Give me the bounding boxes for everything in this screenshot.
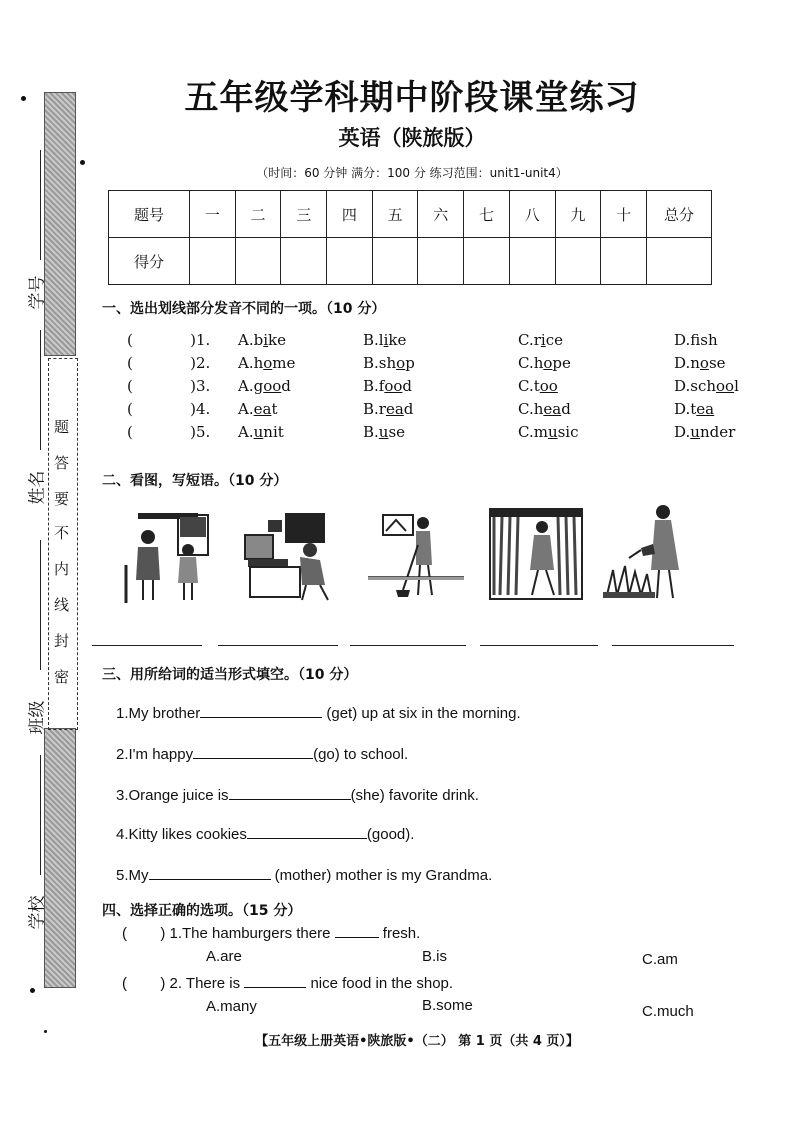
fill-blank[interactable] <box>149 865 271 880</box>
score-cell[interactable] <box>464 238 510 285</box>
underlined-part: oo <box>384 377 403 395</box>
option-c <box>518 354 571 372</box>
word-part: D.f <box>674 331 701 349</box>
column-header: 十 <box>601 191 647 238</box>
score-cell[interactable] <box>190 238 236 285</box>
seal-line-char: 线 <box>54 596 70 614</box>
underlined-part: oo <box>263 377 282 395</box>
word-part: sic <box>557 423 579 441</box>
answer-bracket[interactable]: ( ) <box>127 354 196 372</box>
choice-question <box>122 973 453 992</box>
option-c <box>518 400 571 418</box>
underlined-part: oo <box>539 377 558 395</box>
score-cell[interactable] <box>555 238 601 285</box>
column-header: 六 <box>418 191 464 238</box>
word-part: se <box>388 423 406 441</box>
underlined-part: o <box>263 354 273 372</box>
word-part: B.f <box>363 377 385 395</box>
answer-bracket[interactable]: ( <box>122 925 161 942</box>
answer-line[interactable] <box>480 645 598 646</box>
answer-line[interactable] <box>218 645 338 646</box>
column-header: 三 <box>281 191 327 238</box>
underlined-part: ea <box>543 400 562 418</box>
underlined-part: u <box>253 423 264 441</box>
fill-blank[interactable] <box>200 703 322 718</box>
score-table-header-row <box>109 191 712 238</box>
score-cell[interactable] <box>418 238 464 285</box>
section3-heading: 三、用所给词的适当形式填空。（10 分） <box>102 667 358 683</box>
option-b <box>363 423 405 441</box>
word-part: pe <box>552 354 571 372</box>
fill-blank[interactable] <box>247 824 367 839</box>
option-c <box>518 377 558 395</box>
underlined-part: i <box>540 331 546 349</box>
word-part: C.r <box>518 331 541 349</box>
question-text: 1.My brother <box>116 705 201 722</box>
score-cell[interactable] <box>327 238 373 285</box>
fill-blank[interactable] <box>229 785 351 800</box>
underlined-part: oo <box>716 377 735 395</box>
fill-blank[interactable] <box>193 744 313 759</box>
question-text: 5.My <box>116 867 149 884</box>
school-line <box>40 755 41 875</box>
seal-line-char: 密 <box>54 668 70 686</box>
column-header: 总分 <box>647 191 712 238</box>
column-header: 八 <box>509 191 555 238</box>
word-part: d <box>403 400 414 418</box>
option-c[interactable]: C.much <box>642 1003 694 1020</box>
word-part: C.t <box>518 377 540 395</box>
question-stem: ) 2. There is <box>160 975 241 992</box>
seal-line-char: 不 <box>54 524 70 542</box>
fill-question <box>116 824 414 843</box>
question-text: (she) favorite drink. <box>350 787 479 804</box>
option-c <box>518 331 563 349</box>
choice-blank <box>335 923 379 938</box>
word-part: A. <box>238 400 254 418</box>
underlined-part: i <box>383 331 389 349</box>
answer-line[interactable] <box>92 645 202 646</box>
word-part: sh <box>700 331 718 349</box>
underlined-part: u <box>378 423 389 441</box>
underlined-part: ea <box>696 400 715 418</box>
underlined-part: o <box>543 354 553 372</box>
column-header: 一 <box>190 191 236 238</box>
answer-bracket[interactable]: ( ) <box>127 377 196 395</box>
option-a[interactable]: A.many <box>206 998 257 1015</box>
score-cell[interactable] <box>509 238 555 285</box>
choice-blank <box>244 973 306 988</box>
word-part: B.sh <box>363 354 397 372</box>
word-part: B.r <box>363 400 386 418</box>
row-label: 得分 <box>109 238 190 285</box>
option-b[interactable]: B.some <box>422 997 473 1014</box>
word-part: t <box>271 400 278 418</box>
word-part: ke <box>268 331 286 349</box>
option-d <box>674 377 739 395</box>
word-part: D.n <box>674 354 700 372</box>
word-part: l <box>734 377 739 395</box>
word-part: ce <box>545 331 563 349</box>
option-d <box>674 331 718 349</box>
underlined-part: o <box>699 354 709 372</box>
seal-line-char: 答 <box>54 454 70 472</box>
answer-line[interactable] <box>612 645 734 646</box>
option-a <box>238 423 284 441</box>
score-cell[interactable] <box>647 238 712 285</box>
picture-girl-opening-curtain <box>488 505 588 605</box>
option-a <box>238 354 295 372</box>
option-b[interactable]: B.is <box>422 948 448 965</box>
column-header: 二 <box>235 191 281 238</box>
answer-bracket[interactable]: ( ) <box>127 331 196 349</box>
row-label: 题号 <box>109 191 190 238</box>
fill-question <box>116 865 492 884</box>
picture-woman-watering-flowers <box>603 500 703 605</box>
word-part: A.h <box>238 354 264 372</box>
word-part: d <box>561 400 571 418</box>
word-part: C.m <box>518 423 548 441</box>
option-d <box>674 400 714 418</box>
question-text: 4.Kitty likes cookies <box>116 826 247 843</box>
underlined-part: ea <box>253 400 272 418</box>
question-number: 3. <box>196 377 211 395</box>
class-line <box>40 540 41 670</box>
name-line <box>40 330 41 450</box>
margin-dot <box>30 988 35 993</box>
word-part: C.h <box>518 354 544 372</box>
question-text: 2.I'm happy <box>116 746 194 763</box>
word-part: se <box>708 354 726 372</box>
option-a <box>238 377 291 395</box>
option-a <box>238 400 277 418</box>
option-c <box>518 423 579 441</box>
score-table-score-row <box>109 238 712 285</box>
answer-bracket[interactable]: ( <box>122 975 161 992</box>
question-number: 2. <box>196 354 211 372</box>
word-part: nit <box>263 423 284 441</box>
option-c[interactable]: C.am <box>642 951 678 968</box>
underlined-part: u <box>547 423 558 441</box>
question-text: (good). <box>366 826 415 843</box>
seal-line-char: 封 <box>54 632 70 650</box>
score-table <box>108 190 712 285</box>
word-part: d <box>402 377 413 395</box>
underlined-part: u <box>690 423 700 441</box>
fill-question <box>116 785 479 804</box>
word-part: D.t <box>674 400 697 418</box>
word-part: A. <box>238 423 254 441</box>
page-title: 五年级学科期中阶段课堂练习 <box>184 78 640 118</box>
question-stem: nice food in the shop. <box>310 975 454 992</box>
seal-line-char: 题 <box>54 418 70 436</box>
column-header: 四 <box>327 191 373 238</box>
exam-info: （时间：60 分钟 满分：100 分 练习范围：unit1-unit4） <box>256 166 568 180</box>
fill-question <box>116 744 408 763</box>
choice-question <box>122 923 420 942</box>
option-a <box>238 331 286 349</box>
word-part: d <box>281 377 291 395</box>
answer-line[interactable] <box>350 645 466 646</box>
word-part: me <box>272 354 296 372</box>
word-part: nder <box>699 423 736 441</box>
picture-people-at-door <box>118 505 218 605</box>
student-id-label: 学号 <box>27 275 48 310</box>
underlined-part: ea <box>385 400 404 418</box>
question-number: 1. <box>196 331 211 349</box>
question-stem: ) 1.The hamburgers there <box>160 925 331 942</box>
school-label: 学校 <box>27 895 48 930</box>
column-header: 九 <box>555 191 601 238</box>
class-label: 班级 <box>27 700 48 735</box>
word-part: B. <box>363 423 379 441</box>
word-part: A.b <box>238 331 264 349</box>
section4-heading: 四、选择正确的选项。（15 分） <box>102 903 302 919</box>
answer-bracket[interactable]: ( ) <box>127 400 196 418</box>
option-b <box>363 377 412 395</box>
score-cell[interactable] <box>372 238 418 285</box>
word-part: ke <box>388 331 407 349</box>
column-header: 七 <box>464 191 510 238</box>
score-cell[interactable] <box>235 238 281 285</box>
word-part: D.sch <box>674 377 717 395</box>
word-part: A.g <box>238 377 264 395</box>
word-part: C.h <box>518 400 544 418</box>
question-text: (go) to school. <box>313 746 409 763</box>
seal-line-char: 内 <box>54 560 70 578</box>
question-text: (mother) mother is my Grandma. <box>270 867 493 884</box>
option-a[interactable]: A.are <box>206 948 242 965</box>
section2-heading: 二、看图，写短语。（10 分） <box>102 473 288 489</box>
score-cell[interactable] <box>281 238 327 285</box>
picture-boy-at-computer <box>240 505 340 605</box>
option-b <box>363 354 415 372</box>
score-cell[interactable] <box>601 238 647 285</box>
question-number: 5. <box>196 423 211 441</box>
option-d <box>674 423 735 441</box>
question-text: (get) up at six in the morning. <box>322 705 521 722</box>
word-part: B.l <box>363 331 384 349</box>
question-stem: fresh. <box>382 925 421 942</box>
page-subtitle: 英语（陕旅版） <box>338 126 486 150</box>
question-number: 4. <box>196 400 211 418</box>
option-b <box>363 400 413 418</box>
fill-question <box>116 703 521 722</box>
seal-line-char: 要 <box>54 490 70 508</box>
option-d <box>674 354 726 372</box>
word-part: p <box>405 354 415 372</box>
column-header: 五 <box>372 191 418 238</box>
section1-heading: 一、选出划线部分发音不同的一项。（10 分） <box>102 301 386 317</box>
question-text: 3.Orange juice is <box>116 787 229 804</box>
page-footer: 【五年级上册英语•陕旅版•（二） 第 1 页（共 4 页）】 <box>255 1034 579 1049</box>
underlined-part: o <box>396 354 406 372</box>
word-part: D. <box>674 423 691 441</box>
picture-boy-sweeping-floor <box>368 505 464 605</box>
option-b <box>363 331 406 349</box>
binding-strip-bottom <box>44 728 76 988</box>
name-label: 姓名 <box>27 470 48 505</box>
answer-bracket[interactable]: ( ) <box>127 423 196 441</box>
underlined-part: i <box>263 331 269 349</box>
